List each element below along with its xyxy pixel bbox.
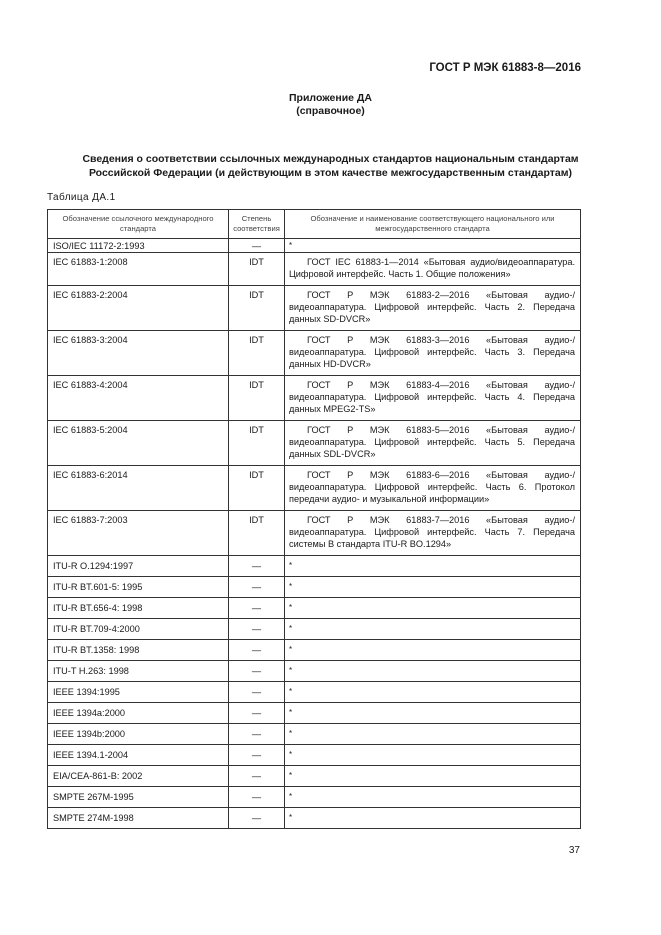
national-standard-text: * — [289, 708, 293, 717]
appendix-subtitle: (справочное) — [296, 105, 365, 117]
national-standard-text: * — [289, 603, 293, 612]
table-header-row — [48, 210, 581, 239]
table-caption: Таблица ДА.1 — [47, 192, 116, 203]
cell-designation: IEC 61883-2:2004 — [48, 286, 229, 331]
cell-degree: — — [229, 766, 285, 787]
cell-national-standard — [285, 286, 581, 331]
cell-national-standard — [285, 787, 581, 808]
table-body — [48, 239, 581, 829]
header-designation: Обозначение ссылочного международного стандарта — [48, 210, 229, 239]
cell-designation: IEC 61883-1:2008 — [48, 253, 229, 286]
table-row — [48, 511, 581, 556]
cell-designation: EIA/CEA-861-B: 2002 — [48, 766, 229, 787]
national-standard-text: * — [289, 241, 293, 250]
national-standard-text: ГОСТ Р МЭК 61883-3—2016 «Бытовая аудио-/видеоаппаратура. Цифровой интерфейс. Часть 3. Передача данных HD-DVCR» — [289, 335, 575, 369]
table-row — [48, 556, 581, 577]
header-national-standard: Обозначение и наименование соответствующего национального или межгосударственного стандарта — [285, 210, 581, 239]
cell-national-standard — [285, 619, 581, 640]
cell-degree: — — [229, 598, 285, 619]
cell-designation: ITU-R BT.656-4: 1998 — [48, 598, 229, 619]
cell-degree: — — [229, 724, 285, 745]
cell-degree: — — [229, 745, 285, 766]
national-standard-text: ГОСТ Р МЭК 61883-6—2016 «Бытовая аудио-/видеоаппаратура. Цифровой интерфейс. Часть 6. Протокол передачи аудио- и музыкальной информации» — [289, 470, 575, 504]
national-standard-text: * — [289, 666, 293, 675]
cell-designation: ITU-R BT.709-4:2000 — [48, 619, 229, 640]
cell-national-standard — [285, 724, 581, 745]
cell-degree: IDT — [229, 286, 285, 331]
cell-national-standard — [285, 808, 581, 829]
national-standard-text: * — [289, 624, 293, 633]
cell-national-standard — [285, 598, 581, 619]
national-standard-text: ГОСТ Р МЭК 61883-4—2016 «Бытовая аудио-/видеоаппаратура. Цифровой интерфейс. Часть 4. Передача данных MPEG2-TS» — [289, 380, 575, 414]
table-row — [48, 808, 581, 829]
national-standard-text: * — [289, 729, 293, 738]
cell-national-standard — [285, 682, 581, 703]
cell-designation: ITU-R BT.601-5: 1995 — [48, 577, 229, 598]
cell-degree: — — [229, 556, 285, 577]
cell-national-standard — [285, 331, 581, 376]
table-row — [48, 745, 581, 766]
table-row — [48, 421, 581, 466]
table-row — [48, 577, 581, 598]
cell-degree: — — [229, 640, 285, 661]
national-standard-text: ГОСТ Р МЭК 61883-7—2016 «Бытовая аудио-/видеоаппаратура. Цифровой интерфейс. Часть 7. Передача системы В стандарта ITU-R BO.1294» — [289, 515, 575, 549]
cell-national-standard — [285, 253, 581, 286]
national-standard-text: * — [289, 750, 293, 759]
cell-designation: ITU-R BT.1358: 1998 — [48, 640, 229, 661]
cell-national-standard — [285, 703, 581, 724]
national-standard-text: ГОСТ Р МЭК 61883-2—2016 «Бытовая аудио-/видеоаппаратура. Цифровой интерфейс. Часть 2. Передача данных SD-DVCR» — [289, 290, 575, 324]
section-heading — [48, 153, 613, 180]
table-row — [48, 766, 581, 787]
table-row — [48, 619, 581, 640]
cell-degree: IDT — [229, 421, 285, 466]
cell-degree: — — [229, 577, 285, 598]
cell-degree: — — [229, 787, 285, 808]
cell-designation: ITU-R O.1294:1997 — [48, 556, 229, 577]
table-row — [48, 239, 581, 253]
national-standard-text: * — [289, 645, 293, 654]
cell-designation: IEC 61883-4:2004 — [48, 376, 229, 421]
cell-national-standard — [285, 577, 581, 598]
cell-designation: IEC 61883-3:2004 — [48, 331, 229, 376]
cell-national-standard — [285, 239, 581, 253]
cell-designation: ITU-T H.263: 1998 — [48, 661, 229, 682]
cell-degree: — — [229, 239, 285, 253]
cell-designation: IEEE 1394a:2000 — [48, 703, 229, 724]
page-number: 37 — [568, 845, 580, 856]
table-row — [48, 682, 581, 703]
table-row — [48, 466, 581, 511]
national-standard-text: * — [289, 792, 293, 801]
cell-degree: IDT — [229, 376, 285, 421]
cell-degree: — — [229, 703, 285, 724]
section-heading-line-2: Российской Федерации (и действующим в этом качестве межгосударственным стандартам) — [88, 166, 573, 179]
cell-national-standard — [285, 556, 581, 577]
national-standard-text: ГОСТ IEC 61883-1—2014 «Бытовая аудио/видеоаппаратура. Цифровой интерфейс. Часть 1. Общие положения» — [289, 257, 575, 279]
cell-designation: IEEE 1394:1995 — [48, 682, 229, 703]
table-row — [48, 253, 581, 286]
cell-national-standard — [285, 376, 581, 421]
cell-national-standard — [285, 421, 581, 466]
cell-national-standard — [285, 745, 581, 766]
national-standard-text: * — [289, 582, 293, 591]
cell-degree: IDT — [229, 466, 285, 511]
national-standard-text: * — [289, 561, 293, 570]
cell-degree: IDT — [229, 331, 285, 376]
national-standard-text: * — [289, 687, 293, 696]
cell-designation: IEC 61883-5:2004 — [48, 421, 229, 466]
header-degree: Степень соответствия — [229, 210, 285, 239]
cell-designation: SMPTE 267M-1995 — [48, 787, 229, 808]
cell-national-standard — [285, 766, 581, 787]
national-standard-text: * — [289, 771, 293, 780]
table-row — [48, 640, 581, 661]
cell-degree: — — [229, 619, 285, 640]
section-heading-line-1: Сведения о соответствии ссылочных международных стандартов национальным стандартам — [82, 153, 579, 165]
cell-designation: SMPTE 274M-1998 — [48, 808, 229, 829]
cell-designation: IEEE 1394.1-2004 — [48, 745, 229, 766]
national-standard-text: * — [289, 813, 293, 822]
table-row — [48, 724, 581, 745]
appendix-title-block — [0, 92, 661, 118]
cell-designation: IEC 61883-6:2014 — [48, 466, 229, 511]
document-code: ГОСТ Р МЭК 61883-8—2016 — [429, 62, 581, 74]
table-row — [48, 598, 581, 619]
cell-designation: IEC 61883-7:2003 — [48, 511, 229, 556]
cell-national-standard — [285, 661, 581, 682]
cell-national-standard — [285, 466, 581, 511]
cell-degree: — — [229, 682, 285, 703]
cell-designation: ISO/IEC 11172-2:1993 — [48, 239, 229, 253]
cell-national-standard — [285, 511, 581, 556]
table-row — [48, 787, 581, 808]
cell-degree: — — [229, 661, 285, 682]
appendix-title: Приложение ДА — [289, 92, 372, 104]
cell-degree: IDT — [229, 511, 285, 556]
table-row — [48, 286, 581, 331]
cell-designation: IEEE 1394b:2000 — [48, 724, 229, 745]
cell-degree: — — [229, 808, 285, 829]
cell-degree: IDT — [229, 253, 285, 286]
table-row — [48, 376, 581, 421]
table-row — [48, 703, 581, 724]
table-row — [48, 661, 581, 682]
national-standard-text: ГОСТ Р МЭК 61883-5—2016 «Бытовая аудио-/видеоаппаратура. Цифровой интерфейс. Часть 5. Передача данных SDL-DVCR» — [289, 425, 575, 459]
correspondence-table — [47, 209, 581, 829]
table-row — [48, 331, 581, 376]
cell-national-standard — [285, 640, 581, 661]
